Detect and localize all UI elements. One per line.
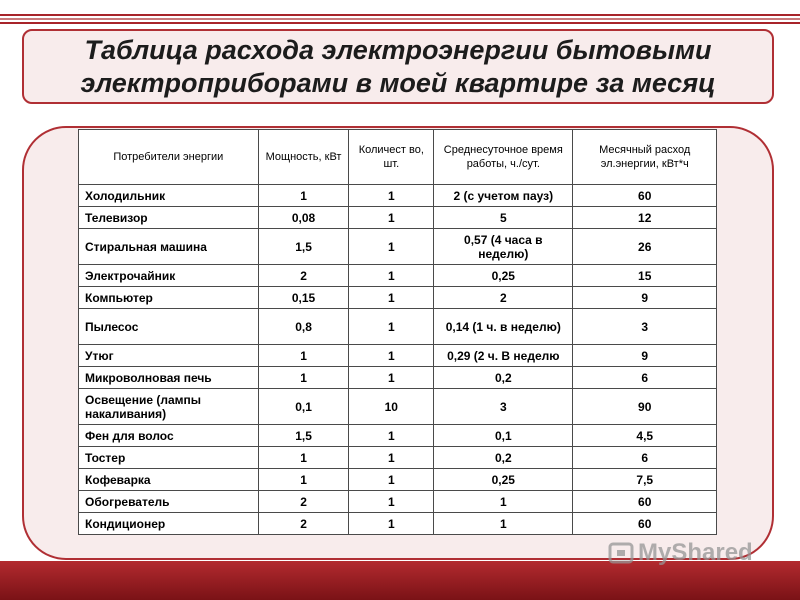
watermark bbox=[608, 536, 753, 570]
cell-hours: 0,25 bbox=[434, 265, 573, 287]
cell-monthly: 60 bbox=[573, 491, 717, 513]
title-box bbox=[22, 29, 774, 104]
cell-monthly: 60 bbox=[573, 513, 717, 535]
table-row bbox=[79, 513, 717, 535]
top-stripes bbox=[0, 14, 800, 24]
cell-consumer: Пылесос bbox=[79, 309, 259, 345]
cell-hours: 0,29 (2 ч. В неделю bbox=[434, 345, 573, 367]
cell-hours: 0,57 (4 часа в неделю) bbox=[434, 229, 573, 265]
cell-consumer: Утюг bbox=[79, 345, 259, 367]
cell-count: 1 bbox=[349, 345, 434, 367]
cell-count: 1 bbox=[349, 447, 434, 469]
cell-monthly: 60 bbox=[573, 185, 717, 207]
cell-hours: 0,25 bbox=[434, 469, 573, 491]
cell-power: 1 bbox=[258, 185, 349, 207]
cell-count: 1 bbox=[349, 513, 434, 535]
cell-power: 1 bbox=[258, 469, 349, 491]
cell-power: 1,5 bbox=[258, 229, 349, 265]
consumption-table bbox=[78, 129, 717, 535]
cell-power: 1 bbox=[258, 367, 349, 389]
cell-count: 1 bbox=[349, 469, 434, 491]
cell-count: 1 bbox=[349, 229, 434, 265]
table-row bbox=[79, 309, 717, 345]
cell-count: 1 bbox=[349, 287, 434, 309]
cell-consumer: Кофеварка bbox=[79, 469, 259, 491]
watermark-logo-icon bbox=[608, 540, 634, 566]
cell-power: 0,8 bbox=[258, 309, 349, 345]
cell-count: 1 bbox=[349, 207, 434, 229]
cell-monthly: 6 bbox=[573, 447, 717, 469]
cell-consumer: Электрочайник bbox=[79, 265, 259, 287]
cell-hours: 0,14 (1 ч. в неделю) bbox=[434, 309, 573, 345]
cell-monthly: 90 bbox=[573, 389, 717, 425]
cell-power: 1 bbox=[258, 345, 349, 367]
cell-hours: 1 bbox=[434, 513, 573, 535]
cell-power: 0,1 bbox=[258, 389, 349, 425]
cell-power: 1,5 bbox=[258, 425, 349, 447]
cell-power: 1 bbox=[258, 447, 349, 469]
cell-consumer: Стиральная машина bbox=[79, 229, 259, 265]
cell-hours: 2 bbox=[434, 287, 573, 309]
cell-monthly: 12 bbox=[573, 207, 717, 229]
cell-hours: 1 bbox=[434, 491, 573, 513]
cell-monthly: 26 bbox=[573, 229, 717, 265]
cell-count: 1 bbox=[349, 265, 434, 287]
table-row bbox=[79, 207, 717, 229]
page-title: Таблица расхода электроэнергии бытовыми электроприборами в моей квартире за месяц bbox=[80, 34, 716, 98]
cell-monthly: 15 bbox=[573, 265, 717, 287]
header-consumer: Потребители энергии bbox=[79, 130, 259, 185]
table-row bbox=[79, 185, 717, 207]
cell-power: 2 bbox=[258, 265, 349, 287]
cell-count: 1 bbox=[349, 309, 434, 345]
cell-consumer: Компьютер bbox=[79, 287, 259, 309]
cell-monthly: 3 bbox=[573, 309, 717, 345]
table-row bbox=[79, 491, 717, 513]
cell-power: 2 bbox=[258, 491, 349, 513]
table-row bbox=[79, 287, 717, 309]
table-row bbox=[79, 229, 717, 265]
cell-power: 0,08 bbox=[258, 207, 349, 229]
header-hours: Среднесуточное время работы, ч./сут. bbox=[434, 130, 573, 185]
cell-consumer: Фен для волос bbox=[79, 425, 259, 447]
cell-monthly: 7,5 bbox=[573, 469, 717, 491]
table-row bbox=[79, 469, 717, 491]
cell-consumer: Кондиционер bbox=[79, 513, 259, 535]
cell-monthly: 9 bbox=[573, 345, 717, 367]
cell-consumer: Тостер bbox=[79, 447, 259, 469]
table-row bbox=[79, 425, 717, 447]
cell-consumer: Освещение (лампы накаливания) bbox=[79, 389, 259, 425]
cell-power: 2 bbox=[258, 513, 349, 535]
cell-consumer: Холодильник bbox=[79, 185, 259, 207]
header-monthly: Месячный расход эл.энергии, кВт*ч bbox=[573, 130, 717, 185]
cell-hours: 0,2 bbox=[434, 367, 573, 389]
cell-consumer: Микроволновая печь bbox=[79, 367, 259, 389]
table-row bbox=[79, 367, 717, 389]
header-count: Количест во, шт. bbox=[349, 130, 434, 185]
cell-monthly: 4,5 bbox=[573, 425, 717, 447]
cell-hours: 0,1 bbox=[434, 425, 573, 447]
table-row bbox=[79, 389, 717, 425]
watermark-text: MyShared bbox=[638, 539, 753, 566]
cell-hours: 0,2 bbox=[434, 447, 573, 469]
cell-hours: 2 (с учетом пауз) bbox=[434, 185, 573, 207]
cell-monthly: 9 bbox=[573, 287, 717, 309]
cell-count: 10 bbox=[349, 389, 434, 425]
table-row bbox=[79, 265, 717, 287]
cell-count: 1 bbox=[349, 185, 434, 207]
table-body bbox=[79, 185, 717, 535]
table-row bbox=[79, 447, 717, 469]
cell-count: 1 bbox=[349, 491, 434, 513]
cell-hours: 5 bbox=[434, 207, 573, 229]
table-row bbox=[79, 345, 717, 367]
cell-count: 1 bbox=[349, 425, 434, 447]
cell-consumer: Обогреватель bbox=[79, 491, 259, 513]
table-header-row bbox=[79, 130, 717, 185]
cell-monthly: 6 bbox=[573, 367, 717, 389]
cell-consumer: Телевизор bbox=[79, 207, 259, 229]
cell-power: 0,15 bbox=[258, 287, 349, 309]
header-power: Мощность, кВт bbox=[258, 130, 349, 185]
cell-count: 1 bbox=[349, 367, 434, 389]
cell-hours: 3 bbox=[434, 389, 573, 425]
